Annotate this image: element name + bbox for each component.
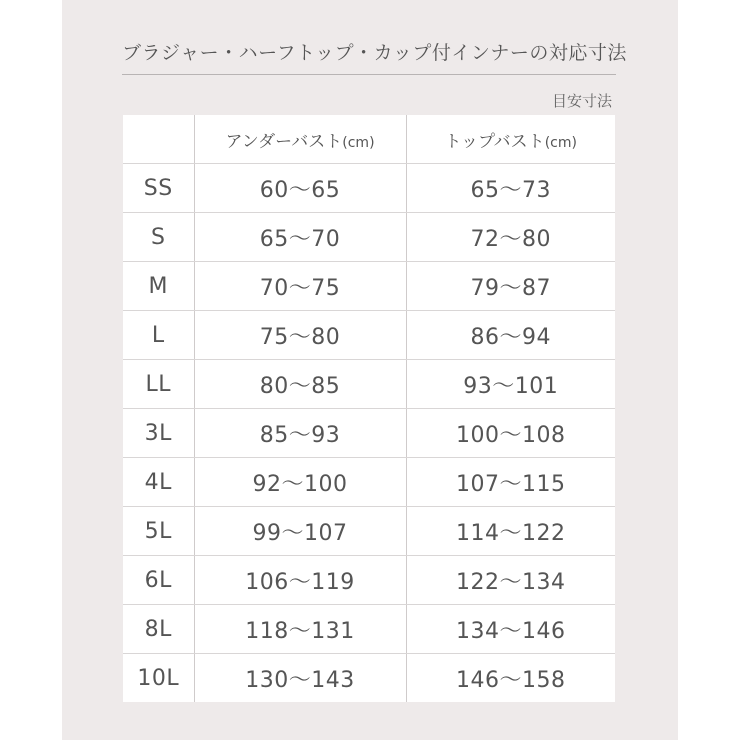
- size-table: [123, 115, 615, 702]
- size-cell: SS: [123, 164, 194, 213]
- top-bust-cell: 86〜94: [406, 311, 615, 360]
- top-bust-cell: 72〜80: [406, 213, 615, 262]
- under-bust-cell: 118〜131: [194, 605, 406, 654]
- table-row: [123, 164, 615, 213]
- top-bust-cell: 100〜108: [406, 409, 615, 458]
- size-cell: 6L: [123, 556, 194, 605]
- under-bust-cell: 60〜65: [194, 164, 406, 213]
- size-cell: S: [123, 213, 194, 262]
- under-bust-cell: 92〜100: [194, 458, 406, 507]
- under-bust-cell: 75〜80: [194, 311, 406, 360]
- table-row: [123, 458, 615, 507]
- top-bust-cell: 79〜87: [406, 262, 615, 311]
- table-row: [123, 409, 615, 458]
- under-bust-cell: 130〜143: [194, 654, 406, 703]
- table-header-row: [123, 115, 615, 164]
- size-cell: 5L: [123, 507, 194, 556]
- table-row: [123, 556, 615, 605]
- top-bust-cell: 146〜158: [456, 667, 566, 693]
- under-bust-cell: 99〜107: [194, 507, 406, 556]
- table-row: [123, 605, 615, 654]
- under-bust-cell: 85〜93: [194, 409, 406, 458]
- table-row: [123, 311, 615, 360]
- header-under-bust: [194, 115, 406, 164]
- top-bust-cell: 65〜73: [406, 164, 615, 213]
- table-row: [123, 360, 615, 409]
- page-title: ブラジャー・ハーフトップ・カップ付インナーの対応寸法: [122, 42, 627, 64]
- size-cell: 3L: [123, 409, 194, 458]
- measurement-note: 目安寸法: [551, 92, 612, 110]
- title-divider: [122, 74, 616, 75]
- table-row: [123, 262, 615, 311]
- size-cell: L: [123, 311, 194, 360]
- table-row: [123, 654, 615, 703]
- top-bust-cell: 134〜146: [406, 605, 615, 654]
- under-bust-cell: 106〜119: [194, 556, 406, 605]
- top-bust-cell: 93〜101: [406, 360, 615, 409]
- size-cell: M: [123, 262, 194, 311]
- table-row: [123, 213, 615, 262]
- size-cell: 10L: [123, 654, 194, 703]
- header-top-bust: [406, 115, 615, 164]
- under-bust-cell: 65〜70: [194, 213, 406, 262]
- size-cell: 8L: [123, 605, 194, 654]
- size-cell: 4L: [123, 458, 194, 507]
- header-under-bust-unit: (cm): [342, 134, 375, 151]
- under-bust-cell: 80〜85: [194, 360, 406, 409]
- header-under-bust-label: アンダーバスト: [225, 131, 343, 152]
- size-cell: LL: [123, 360, 194, 409]
- header-size-cell: [123, 115, 194, 164]
- header-top-bust-label: トップバスト: [444, 131, 545, 152]
- top-bust-cell: 122〜134: [406, 556, 615, 605]
- top-bust-cell: 114〜122: [406, 507, 615, 556]
- table-row: [123, 507, 615, 556]
- top-bust-cell: 107〜115: [406, 458, 615, 507]
- header-top-bust-unit: (cm): [544, 134, 577, 151]
- under-bust-cell: 70〜75: [194, 262, 406, 311]
